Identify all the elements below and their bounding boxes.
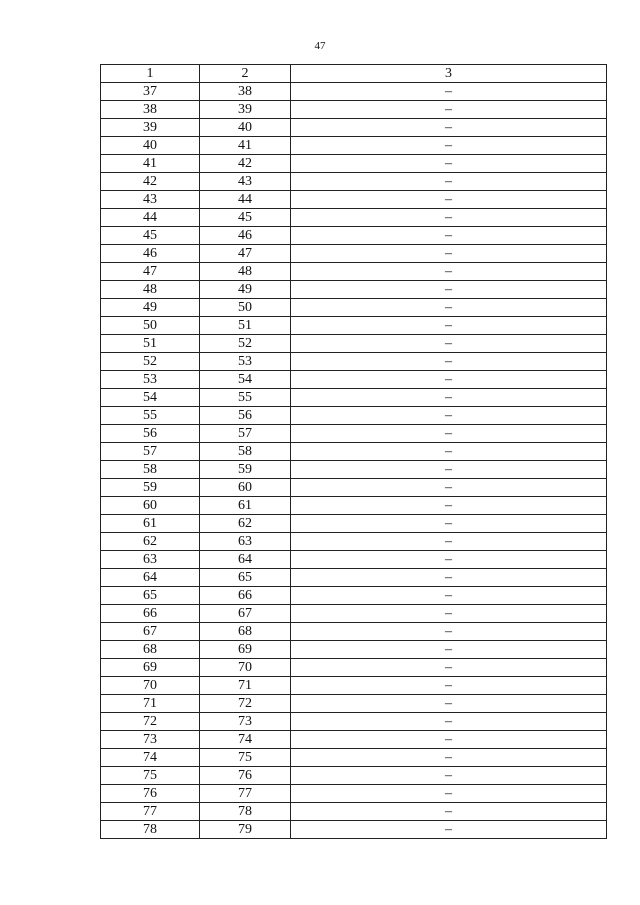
- table-cell-col-3: –: [291, 155, 607, 173]
- table-cell-col-2: 43: [200, 173, 291, 191]
- table-cell-col-1: 56: [101, 425, 200, 443]
- table-row: [101, 353, 607, 371]
- table-cell-col-1: 51: [101, 335, 200, 353]
- table-row: [101, 479, 607, 497]
- table-row: [101, 371, 607, 389]
- table-cell-col-3: –: [291, 425, 607, 443]
- table-cell-col-1: 53: [101, 371, 200, 389]
- table-row: [101, 317, 607, 335]
- table-cell-col-2: 73: [200, 713, 291, 731]
- table-row: [101, 515, 607, 533]
- table-cell-col-2: 48: [200, 263, 291, 281]
- column-header-1: 1: [101, 65, 200, 83]
- table-cell-col-3: –: [291, 389, 607, 407]
- table-cell-col-3: –: [291, 731, 607, 749]
- table-cell-col-2: 71: [200, 677, 291, 695]
- table-row: [101, 173, 607, 191]
- table-row: [101, 821, 607, 839]
- table-cell-col-3: –: [291, 353, 607, 371]
- table-cell-col-2: 45: [200, 209, 291, 227]
- table-cell-col-3: –: [291, 443, 607, 461]
- table-cell-col-1: 48: [101, 281, 200, 299]
- table-cell-col-1: 63: [101, 551, 200, 569]
- table-cell-col-1: 38: [101, 101, 200, 119]
- table-cell-col-1: 64: [101, 569, 200, 587]
- table-cell-col-2: 59: [200, 461, 291, 479]
- table-cell-col-1: 50: [101, 317, 200, 335]
- data-table: [100, 64, 607, 839]
- table-cell-col-1: 67: [101, 623, 200, 641]
- table-row: [101, 389, 607, 407]
- table-cell-col-3: –: [291, 497, 607, 515]
- column-header-2: 2: [200, 65, 291, 83]
- table-cell-col-2: 64: [200, 551, 291, 569]
- table-row: [101, 335, 607, 353]
- table-cell-col-2: 62: [200, 515, 291, 533]
- table-row: [101, 227, 607, 245]
- table-cell-col-2: 70: [200, 659, 291, 677]
- table-cell-col-3: –: [291, 461, 607, 479]
- table-cell-col-2: 65: [200, 569, 291, 587]
- table-cell-col-2: 76: [200, 767, 291, 785]
- page-number: 47: [314, 40, 326, 52]
- column-header-3: 3: [291, 65, 607, 83]
- table-cell-col-2: 51: [200, 317, 291, 335]
- table-cell-col-2: 77: [200, 785, 291, 803]
- table-cell-col-1: 68: [101, 641, 200, 659]
- table-cell-col-3: –: [291, 209, 607, 227]
- table-cell-col-2: 57: [200, 425, 291, 443]
- table-cell-col-2: 42: [200, 155, 291, 173]
- table-cell-col-1: 46: [101, 245, 200, 263]
- table-cell-col-2: 78: [200, 803, 291, 821]
- table-cell-col-3: –: [291, 641, 607, 659]
- table-row: [101, 83, 607, 101]
- table-cell-col-2: 41: [200, 137, 291, 155]
- table-cell-col-2: 44: [200, 191, 291, 209]
- table-cell-col-3: –: [291, 227, 607, 245]
- table-row: [101, 623, 607, 641]
- table-cell-col-1: 72: [101, 713, 200, 731]
- table-cell-col-1: 66: [101, 605, 200, 623]
- table-cell-col-2: 46: [200, 227, 291, 245]
- table-cell-col-3: –: [291, 785, 607, 803]
- table-cell-col-1: 40: [101, 137, 200, 155]
- table-cell-col-2: 79: [200, 821, 291, 839]
- table-cell-col-3: –: [291, 299, 607, 317]
- table-cell-col-3: –: [291, 767, 607, 785]
- table-cell-col-1: 62: [101, 533, 200, 551]
- table-cell-col-1: 77: [101, 803, 200, 821]
- table-row: [101, 155, 607, 173]
- table-cell-col-1: 61: [101, 515, 200, 533]
- table-cell-col-1: 52: [101, 353, 200, 371]
- table-cell-col-3: –: [291, 101, 607, 119]
- table-row: [101, 101, 607, 119]
- header-row: [101, 65, 607, 83]
- table-cell-col-1: 45: [101, 227, 200, 245]
- table-cell-col-3: –: [291, 263, 607, 281]
- table-row: [101, 677, 607, 695]
- table-cell-col-2: 38: [200, 83, 291, 101]
- table-cell-col-2: 58: [200, 443, 291, 461]
- table-cell-col-3: –: [291, 695, 607, 713]
- table-cell-col-1: 41: [101, 155, 200, 173]
- table-row: [101, 191, 607, 209]
- table-cell-col-3: –: [291, 137, 607, 155]
- table-row: [101, 569, 607, 587]
- table-cell-col-1: 60: [101, 497, 200, 515]
- table-cell-col-2: 39: [200, 101, 291, 119]
- table-row: [101, 641, 607, 659]
- table-cell-col-2: 75: [200, 749, 291, 767]
- table-cell-col-1: 65: [101, 587, 200, 605]
- table-row: [101, 533, 607, 551]
- table-cell-col-2: 49: [200, 281, 291, 299]
- table-cell-col-3: –: [291, 515, 607, 533]
- table-cell-col-3: –: [291, 569, 607, 587]
- table-cell-col-3: –: [291, 317, 607, 335]
- table-cell-col-3: –: [291, 533, 607, 551]
- table-cell-col-1: 55: [101, 407, 200, 425]
- table-cell-col-1: 47: [101, 263, 200, 281]
- table-cell-col-1: 58: [101, 461, 200, 479]
- table-cell-col-3: –: [291, 713, 607, 731]
- table-cell-col-3: –: [291, 677, 607, 695]
- table-cell-col-3: –: [291, 407, 607, 425]
- table-row: [101, 605, 607, 623]
- table-cell-col-3: –: [291, 605, 607, 623]
- table-cell-col-1: 70: [101, 677, 200, 695]
- table-row: [101, 731, 607, 749]
- table-cell-col-1: 69: [101, 659, 200, 677]
- table-cell-col-1: 76: [101, 785, 200, 803]
- table-cell-col-1: 39: [101, 119, 200, 137]
- table-cell-col-3: –: [291, 587, 607, 605]
- table-cell-col-1: 54: [101, 389, 200, 407]
- table-cell-col-3: –: [291, 335, 607, 353]
- table-cell-col-2: 74: [200, 731, 291, 749]
- table-cell-col-3: –: [291, 281, 607, 299]
- table-cell-col-1: 78: [101, 821, 200, 839]
- table-cell-col-1: 73: [101, 731, 200, 749]
- table-cell-col-2: 54: [200, 371, 291, 389]
- table-cell-col-1: 37: [101, 83, 200, 101]
- table-cell-col-3: –: [291, 83, 607, 101]
- table-cell-col-1: 57: [101, 443, 200, 461]
- table-cell-col-2: 72: [200, 695, 291, 713]
- table-row: [101, 695, 607, 713]
- table-row: [101, 137, 607, 155]
- table-cell-col-3: –: [291, 479, 607, 497]
- table-cell-col-2: 53: [200, 353, 291, 371]
- table-row: [101, 245, 607, 263]
- table-cell-col-3: –: [291, 191, 607, 209]
- table-cell-col-2: 63: [200, 533, 291, 551]
- table-cell-col-2: 56: [200, 407, 291, 425]
- table-row: [101, 551, 607, 569]
- table-row: [101, 209, 607, 227]
- table-cell-col-2: 66: [200, 587, 291, 605]
- table-row: [101, 407, 607, 425]
- table-row: [101, 659, 607, 677]
- table-cell-col-3: –: [291, 173, 607, 191]
- table-cell-col-1: 71: [101, 695, 200, 713]
- table-row: [101, 803, 607, 821]
- table-cell-col-1: 74: [101, 749, 200, 767]
- table-row: [101, 461, 607, 479]
- table-cell-col-2: 68: [200, 623, 291, 641]
- table-row: [101, 425, 607, 443]
- table-cell-col-3: –: [291, 245, 607, 263]
- table-cell-col-3: –: [291, 803, 607, 821]
- table-row: [101, 497, 607, 515]
- table-cell-col-2: 52: [200, 335, 291, 353]
- table-row: [101, 119, 607, 137]
- table-cell-col-1: 44: [101, 209, 200, 227]
- table-cell-col-2: 61: [200, 497, 291, 515]
- table-cell-col-2: 67: [200, 605, 291, 623]
- table-cell-col-1: 59: [101, 479, 200, 497]
- table-cell-col-3: –: [291, 119, 607, 137]
- table-row: [101, 767, 607, 785]
- table-header: [101, 65, 607, 83]
- table-cell-col-1: 43: [101, 191, 200, 209]
- table-cell-col-2: 40: [200, 119, 291, 137]
- table-row: [101, 443, 607, 461]
- table-row: [101, 749, 607, 767]
- table-cell-col-2: 47: [200, 245, 291, 263]
- table-cell-col-3: –: [291, 821, 607, 839]
- table-cell-col-1: 42: [101, 173, 200, 191]
- table-cell-col-3: –: [291, 371, 607, 389]
- table-row: [101, 281, 607, 299]
- table-row: [101, 587, 607, 605]
- table-row: [101, 263, 607, 281]
- table-row: [101, 785, 607, 803]
- table-cell-col-3: –: [291, 551, 607, 569]
- table-cell-col-3: –: [291, 749, 607, 767]
- table-row: [101, 713, 607, 731]
- table-cell-col-3: –: [291, 659, 607, 677]
- table-cell-col-3: –: [291, 623, 607, 641]
- table-cell-col-2: 60: [200, 479, 291, 497]
- table-cell-col-1: 75: [101, 767, 200, 785]
- table-cell-col-2: 50: [200, 299, 291, 317]
- table-cell-col-2: 69: [200, 641, 291, 659]
- table-cell-col-2: 55: [200, 389, 291, 407]
- table-row: [101, 299, 607, 317]
- table-cell-col-1: 49: [101, 299, 200, 317]
- table-body: [101, 83, 607, 839]
